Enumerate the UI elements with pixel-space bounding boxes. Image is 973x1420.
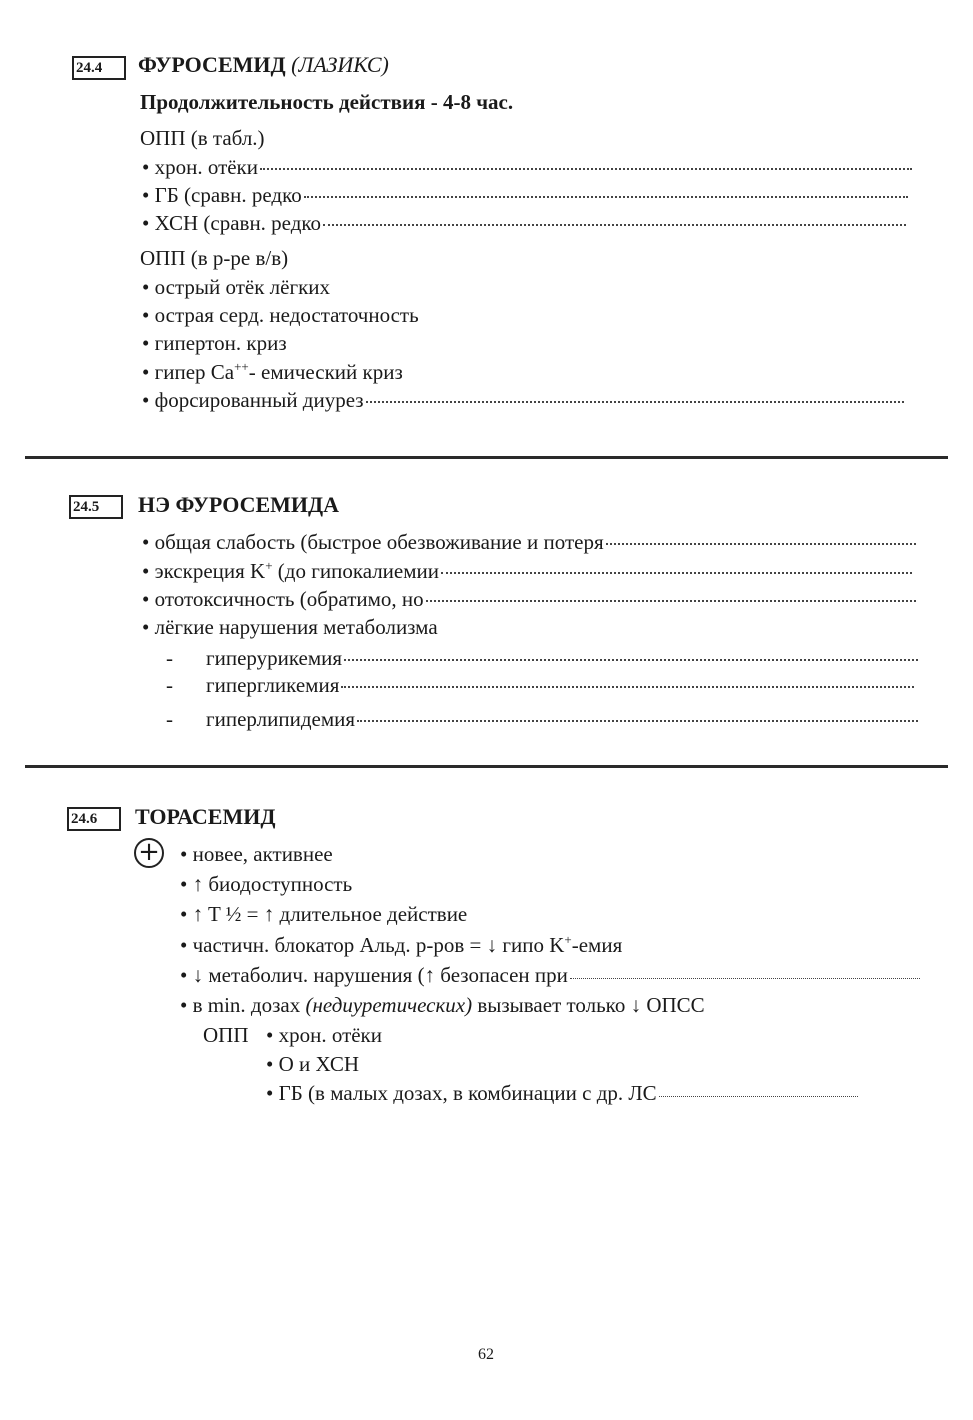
se-sub-hyperglycemia xyxy=(166,673,914,698)
tor-item-metabolic xyxy=(180,963,920,988)
section-title-side-effects: НЭ ФУРОСЕМИДА xyxy=(138,492,340,517)
list-item-text: гиперурикемия xyxy=(206,646,343,670)
min-dose-italic: (недиуретических) xyxy=(305,993,473,1017)
tor-item-bioavailability: • ↑ биодоступность xyxy=(180,872,353,896)
section-divider xyxy=(25,456,948,459)
tor-item-newer: • новее, активнее xyxy=(180,842,333,866)
tabs-item-edema xyxy=(142,155,912,180)
ald-suffix: -емия xyxy=(571,933,623,957)
dotted-leader xyxy=(357,720,918,722)
dash-marker: - xyxy=(166,707,173,731)
dotted-leader xyxy=(304,196,908,198)
iv-item-forced-diuresis xyxy=(142,388,904,413)
section-title-torasemide: ТОРАСЕМИД xyxy=(135,804,276,829)
list-item-text xyxy=(142,558,439,584)
tor-opp-gb xyxy=(266,1081,858,1106)
list-item-text: • ототоксичность (обратимо, но xyxy=(142,587,424,611)
dotted-leader xyxy=(606,543,916,545)
dotted-leader xyxy=(659,1096,858,1097)
tor-opp-hsn: • О и ХСН xyxy=(266,1052,360,1076)
ca-superscript: ++ xyxy=(234,359,249,374)
opp-iv-heading: ОПП (в р-ре в/в) xyxy=(140,246,289,270)
page-number: 62 xyxy=(478,1346,494,1363)
min-dose-prefix: • в min. дозах xyxy=(180,993,301,1017)
section-number-24-5: 24.5 xyxy=(69,495,123,519)
section-title-furosemide xyxy=(138,52,389,78)
k-suffix: (до гипокалиемии xyxy=(272,559,440,583)
se-item-metabolism: • лёгкие нарушения метаболизма xyxy=(142,615,438,639)
ca-prefix: • гипер Ca xyxy=(142,360,235,384)
ald-prefix: • частичн. блокатор Альд. р-ров = ↓ гипо K xyxy=(180,933,565,957)
list-item-text: • ГБ (в малых дозах, в комбинации с др. ЛС xyxy=(266,1081,657,1105)
plus-circle-icon: + xyxy=(134,838,164,868)
section-number-24-4: 24.4 xyxy=(72,56,126,80)
title-main: ФУРОСЕМИД xyxy=(138,52,286,77)
se-item-weakness xyxy=(142,530,916,555)
list-item-text: • хрон. отёки xyxy=(142,155,259,179)
title-alt: (ЛАЗИКС) xyxy=(291,52,389,77)
opp-tabs-heading: ОПП (в табл.) xyxy=(140,126,265,150)
tabs-item-hsn xyxy=(142,211,906,236)
se-item-ototoxicity xyxy=(142,587,916,612)
iv-item-hypertensive-crisis: • гипертон. криз xyxy=(142,331,287,355)
se-sub-hyperlipidemia xyxy=(166,707,918,732)
dotted-leader xyxy=(426,600,916,602)
dotted-leader xyxy=(366,401,904,403)
se-sub-hyperuricemia xyxy=(166,646,918,671)
tor-opp-edema: • хрон. отёки xyxy=(266,1023,383,1047)
iv-item-hypercalcemic-crisis xyxy=(142,359,403,385)
section-number-24-6: 24.6 xyxy=(67,807,121,831)
dotted-leader xyxy=(323,224,906,226)
dash-marker: - xyxy=(166,673,173,697)
se-item-k-excretion xyxy=(142,558,912,584)
dotted-leader xyxy=(344,659,918,661)
list-item-text: • ГБ (сравн. редко xyxy=(142,183,302,207)
tor-item-half-life: • ↑ T ½ = ↑ длительное действие xyxy=(180,902,468,926)
ca-suffix: - емический криз xyxy=(248,360,403,384)
k-prefix: • экскреция K xyxy=(142,559,266,583)
list-item-text: гипергликемия xyxy=(206,673,340,697)
list-item-text: гиперлипидемия xyxy=(206,707,356,731)
dotted-leader xyxy=(570,978,920,979)
tabs-item-gb xyxy=(142,183,908,208)
ald-superscript: + xyxy=(564,932,572,947)
k-superscript: + xyxy=(265,558,273,573)
iv-item-heart-failure: • острая серд. недостаточность xyxy=(142,303,419,327)
tor-item-aldosterone xyxy=(180,932,622,958)
dotted-leader xyxy=(441,572,912,574)
list-item-text: • форсированный диурез xyxy=(142,388,364,412)
dash-marker: - xyxy=(166,646,173,670)
list-item-text: • общая слабость (быстрое обезвоживание и потеря xyxy=(142,530,604,554)
list-item-text: • ХСН (сравн. редко xyxy=(142,211,322,235)
dotted-leader xyxy=(260,168,912,170)
list-item-text: • ↓ метаболич. нарушения (↑ безопасен при xyxy=(180,963,568,987)
tor-opp-label: ОПП xyxy=(203,1023,249,1047)
duration-line: Продолжительность действия - 4-8 час. xyxy=(140,90,514,114)
min-dose-suffix: вызывает только ↓ ОПСС xyxy=(477,993,705,1017)
dotted-leader xyxy=(341,686,914,688)
tor-item-min-dose xyxy=(180,993,705,1018)
section-divider xyxy=(25,765,948,768)
iv-item-pulmonary-edema: • острый отёк лёгких xyxy=(142,275,331,299)
